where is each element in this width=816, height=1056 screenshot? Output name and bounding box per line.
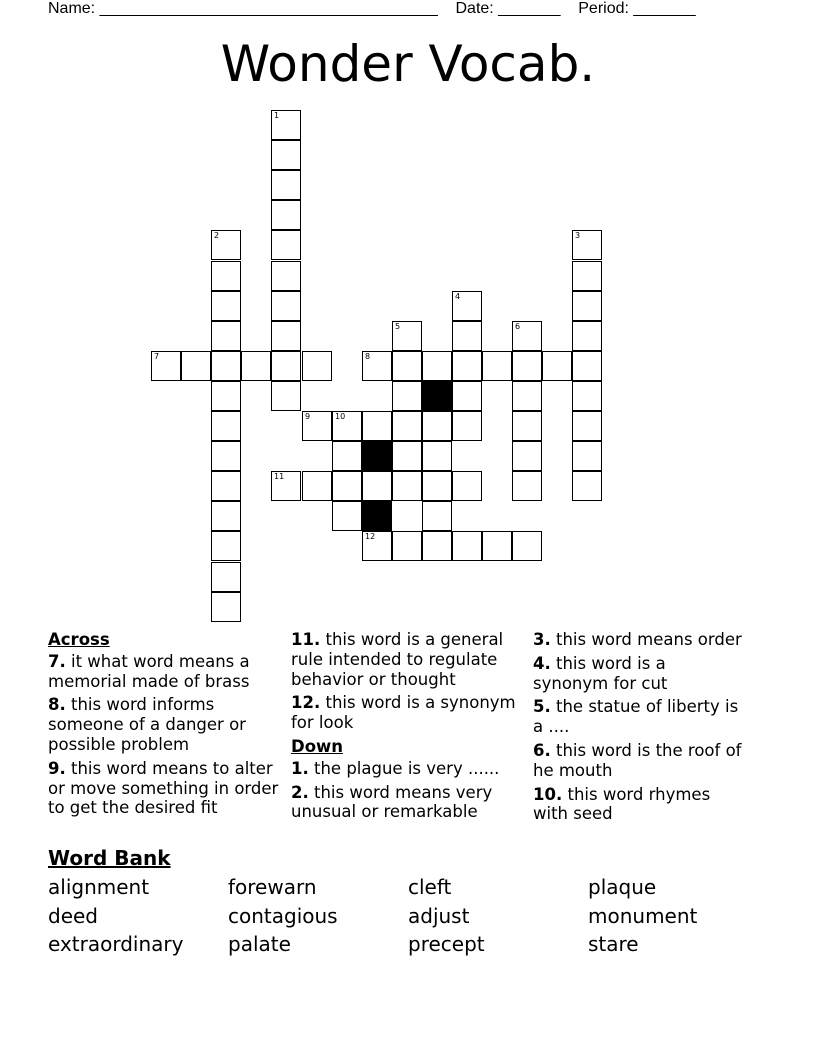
crossword-cell[interactable] [271, 381, 301, 411]
crossword-cell[interactable] [392, 441, 422, 471]
crossword-cell[interactable] [271, 471, 301, 501]
crossword-cell[interactable] [542, 351, 572, 381]
word-bank-word: alignment [48, 875, 150, 899]
clue-column-3 [533, 630, 743, 828]
crossword-cell[interactable] [271, 321, 301, 351]
crossword-cell[interactable] [211, 261, 241, 291]
word-bank-word: palate [228, 932, 291, 956]
word-bank-word: monument [588, 904, 698, 928]
crossword-cell[interactable] [572, 441, 602, 471]
crossword-cell[interactable] [482, 531, 512, 561]
crossword-cell[interactable] [302, 351, 332, 381]
down-clue-2: 2. this word means very unusual or remarkable [291, 782, 493, 822]
crossword-cell[interactable] [211, 411, 241, 441]
crossword-cell[interactable] [271, 170, 301, 200]
crossword-cell[interactable] [512, 381, 542, 411]
crossword-cell[interactable] [332, 471, 362, 501]
crossword-cell[interactable] [512, 351, 542, 381]
crossword-cell[interactable] [211, 321, 241, 351]
crossword-cell[interactable] [392, 381, 422, 411]
crossword-cell[interactable] [572, 230, 602, 260]
crossword-cell[interactable] [271, 110, 301, 140]
clue-number: 8 [365, 352, 371, 361]
crossword-cell[interactable] [271, 351, 301, 381]
crossword-cell[interactable] [302, 471, 332, 501]
across-clue-9: 9. this word means to alter or move something in order to get the desired fit [48, 758, 279, 818]
crossword-cell[interactable] [211, 501, 241, 531]
crossword-cell[interactable] [422, 351, 452, 381]
crossword-cell[interactable] [452, 321, 482, 351]
crossword-cell[interactable] [332, 411, 362, 441]
crossword-cell[interactable] [392, 531, 422, 561]
word-bank-word: stare [588, 932, 639, 956]
crossword-cell[interactable] [512, 471, 542, 501]
down-clue-1: 1. the plague is very ...... [291, 758, 500, 778]
crossword-cell[interactable] [211, 351, 241, 381]
clue-number: 12 [365, 532, 376, 541]
crossword-cell[interactable] [392, 321, 422, 351]
crossword-cell[interactable] [211, 230, 241, 260]
crossword-cell[interactable] [452, 531, 482, 561]
crossword-black-cell [422, 381, 452, 411]
across-clue-7: 7. it what word means a memorial made of brass [48, 651, 250, 691]
crossword-cell[interactable] [572, 291, 602, 321]
crossword-cell[interactable] [452, 381, 482, 411]
crossword-black-cell [362, 501, 392, 531]
clue-column-2 [291, 630, 526, 826]
clue-number: 10 [335, 412, 346, 421]
crossword-cell[interactable] [452, 411, 482, 441]
crossword-cell[interactable] [211, 441, 241, 471]
crossword-cell[interactable] [332, 501, 362, 531]
clue-number: 3 [575, 231, 581, 240]
crossword-cell[interactable] [181, 351, 211, 381]
crossword-cell[interactable] [332, 441, 362, 471]
crossword-cell[interactable] [302, 411, 332, 441]
word-bank-word: plaque [588, 875, 657, 899]
down-heading: Down [291, 736, 344, 756]
crossword-cell[interactable] [422, 411, 452, 441]
down-clue-6: 6. this word is the roof of he mouth [533, 740, 742, 780]
crossword-cell[interactable] [512, 321, 542, 351]
word-bank-word: precept [408, 932, 485, 956]
crossword-cell[interactable] [392, 411, 422, 441]
crossword-cell[interactable] [392, 471, 422, 501]
crossword-cell[interactable] [241, 351, 271, 381]
across-heading: Across [48, 630, 110, 649]
clue-number: 11 [274, 472, 285, 481]
word-bank-word: deed [48, 904, 98, 928]
crossword-cell[interactable] [211, 381, 241, 411]
clue-column-1 [48, 630, 283, 822]
crossword-cell[interactable] [512, 531, 542, 561]
word-bank-word: adjust [408, 904, 470, 928]
word-bank-word: forewarn [228, 875, 317, 899]
crossword-cell[interactable] [512, 411, 542, 441]
down-clue-10: 10. this word rhymes with seed [533, 784, 711, 824]
crossword-cell[interactable] [271, 200, 301, 230]
crossword-cell[interactable] [482, 351, 512, 381]
name-date-period-line: Name: ______________________________________ Date: _______ Period: _______ [48, 0, 696, 17]
crossword-cell[interactable] [572, 471, 602, 501]
clue-number: 1 [274, 111, 280, 120]
crossword-cell[interactable] [572, 321, 602, 351]
crossword-cell[interactable] [422, 531, 452, 561]
crossword-cell[interactable] [362, 351, 392, 381]
crossword-cell[interactable] [271, 140, 301, 170]
word-bank-word: contagious [228, 904, 338, 928]
down-clue-4: 4. this word is a synonym for cut [533, 653, 668, 693]
crossword-cell[interactable] [392, 351, 422, 381]
crossword-cell[interactable] [211, 592, 241, 622]
crossword-cell[interactable] [452, 471, 482, 501]
word-bank-title: Word Bank [48, 846, 171, 870]
crossword-cell[interactable] [422, 441, 452, 471]
crossword-black-cell [362, 441, 392, 471]
clue-number: 2 [214, 231, 220, 240]
clue-number: 4 [455, 292, 461, 301]
down-clue-3: 3. this word means order [533, 630, 742, 649]
word-bank-word: cleft [408, 875, 452, 899]
crossword-cell[interactable] [362, 411, 392, 441]
crossword-cell[interactable] [572, 381, 602, 411]
crossword-cell[interactable] [271, 230, 301, 260]
word-bank-word: extraordinary [48, 932, 184, 956]
crossword-cell[interactable] [512, 441, 542, 471]
crossword-cell[interactable] [422, 471, 452, 501]
crossword-cell[interactable] [211, 471, 241, 501]
clue-number: 5 [395, 322, 401, 331]
crossword-cell[interactable] [572, 261, 602, 291]
clue-number: 6 [515, 322, 521, 331]
crossword-cell[interactable] [572, 411, 602, 441]
crossword-cell[interactable] [452, 351, 482, 381]
crossword-cell[interactable] [362, 471, 392, 501]
crossword-cell[interactable] [211, 291, 241, 321]
crossword-cell[interactable] [452, 291, 482, 321]
crossword-cell[interactable] [151, 351, 181, 381]
crossword-cell[interactable] [572, 351, 602, 381]
page-title: Wonder Vocab. [220, 35, 596, 93]
crossword-cell[interactable] [422, 501, 452, 531]
crossword-cell[interactable] [271, 291, 301, 321]
crossword-cell[interactable] [271, 261, 301, 291]
down-clue-5: 5. the statue of liberty is a .... [533, 697, 739, 737]
across-clue-8: 8. this word informs someone of a danger or possible problem [48, 695, 246, 754]
across-clue-12: 12. this word is a synonym for look [291, 693, 516, 733]
clue-number: 7 [154, 352, 160, 361]
crossword-cell[interactable] [211, 531, 241, 561]
clue-number: 9 [305, 412, 311, 421]
crossword-cell[interactable] [211, 562, 241, 592]
across-clue-11: 11. this word is a general rule intended to regulate behavior or thought [291, 630, 504, 689]
crossword-cell[interactable] [362, 531, 392, 561]
